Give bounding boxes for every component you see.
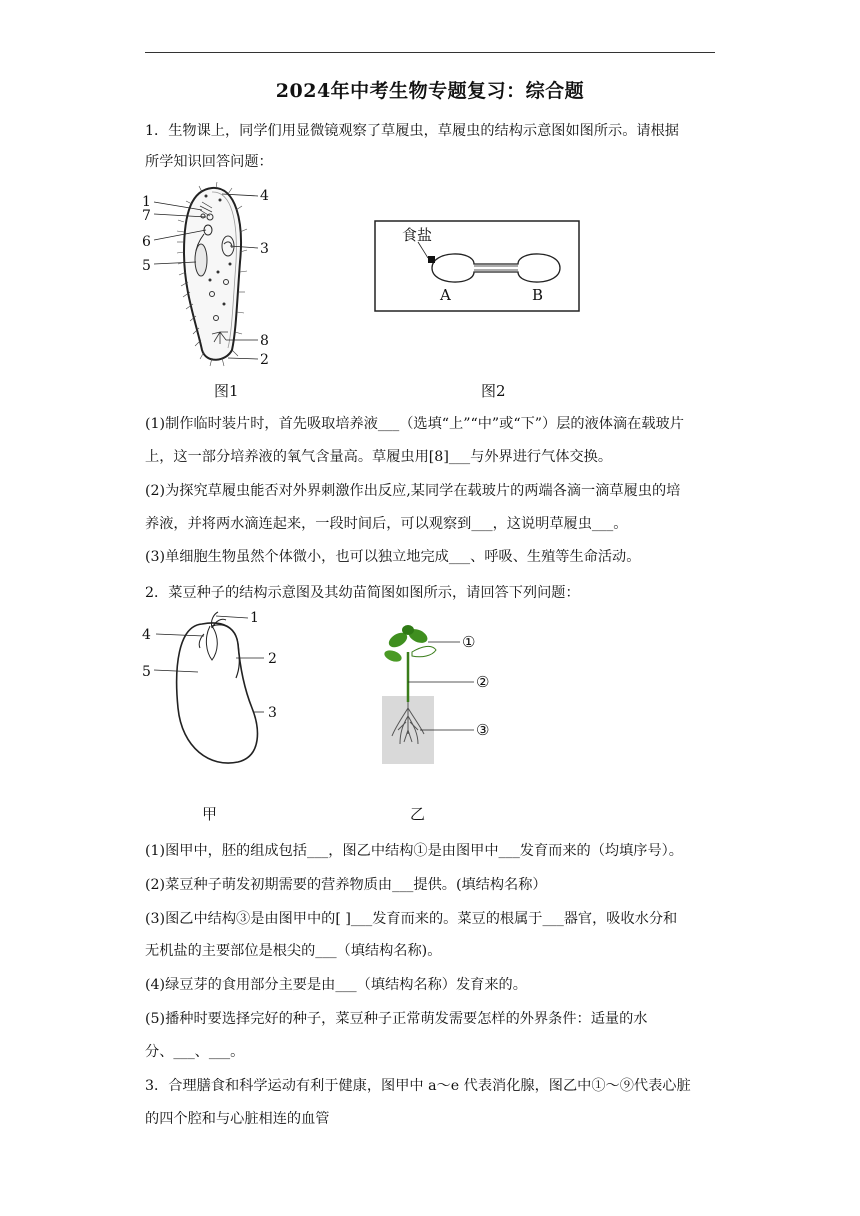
para-label-5: 5 [142,258,151,274]
figure-yi-caption: 乙 [410,805,426,823]
header-rule [145,52,715,53]
seed-label-4: 4 [142,627,151,643]
seedling-label-2: ② [476,673,490,691]
drop-a-label: A [440,286,451,304]
para-label-6: 6 [142,234,151,250]
seed-label-2: 2 [268,651,277,667]
q1-part3-line1: (3)单细胞生物虽然个体微小，也可以独立地完成___、呼吸、生殖等生命活动。 [145,549,641,565]
q2-part4: (4)绿豆芽的食用部分主要是由___（填结构名称）发育来的。 [145,977,527,993]
q1-part2-line1: (2)为探究草履虫能否对外界刺激作出反应,某同学在载玻片的两端各滴一滴草履虫的培 [145,483,681,499]
seed-label-5: 5 [142,664,151,680]
q1-part1-line1: (1)制作临时装片时，首先吸取培养液___（选填“上”“中”或“下”）层的液体滴在载玻片 [145,416,684,432]
salt-label: 食盐 [402,226,433,244]
salt-experiment-figure [374,220,580,312]
seedling-label-3: ③ [476,721,490,739]
q2-part1: (1)图甲中，胚的组成包括___，图乙中结构①是由图甲中___发育而来的（均填序号）。 [145,843,683,859]
figure-jia-caption: 甲 [202,805,218,823]
q2-intro: 2．菜豆种子的结构示意图及其幼苗简图如图所示，请回答下列问题： [145,585,580,601]
q1-intro-line2: 所学知识回答问题： [145,154,273,170]
q1-part2-line2: 养液，并将两水滴连起来，一段时间后，可以观察到___，这说明草履虫___。 [145,516,628,532]
q2-part2: (2)菜豆种子萌发初期需要的营养物质由___提供。(填结构名称） [145,877,547,893]
paramecium-body [177,182,247,366]
para-label-2: 2 [260,352,269,368]
drop-b-label: B [532,286,544,304]
seed-label-1: 1 [250,610,259,626]
q3-line2: 的四个腔和与心脏相连的血管 [145,1111,330,1127]
page-title: 2024年中考生物专题复习：综合题 [275,80,585,102]
q1-intro-line1: 1．生物课上，同学们用显微镜观察了草履虫，草履虫的结构示意图如图所示。请根据 [145,123,679,139]
q2-part5-line2: 分、___、___。 [145,1044,245,1060]
seedling-label-1: ① [462,633,476,651]
figure-2-caption: 图2 [481,382,506,400]
q1-part1-line2: 上，这一部分培养液的氧气含量高。草履虫用[8]___与外界进行气体交换。 [145,449,613,465]
para-label-1: 1 [142,194,151,210]
salt-crystal [428,256,435,263]
bean-seed-figure [140,608,290,778]
q2-part3-line1: (3)图乙中结构③是由图甲中的[ ]___发育而来的。菜豆的根属于___器官，吸收水分和 [145,911,678,927]
seedling-figure [378,622,498,767]
q2-part5-line1: (5)播种时要选择完好的种子，菜豆种子正常萌发需要怎样的外界条件：适量的水 [145,1011,648,1027]
para-label-3: 3 [260,241,269,257]
q2-part3-line2: 无机盐的主要部位是根尖的___（填结构名称)。 [145,943,442,959]
seed-label-3: 3 [268,705,277,721]
paramecium-figure [140,182,280,372]
q3-line1: 3．合理膳食和科学运动有利于健康，图甲中 a～e 代表消化腺，图乙中①～⑨代表心脏 [145,1078,691,1094]
figure-1-caption: 图1 [214,382,239,400]
para-label-4: 4 [260,188,269,204]
para-label-8: 8 [260,333,269,349]
para-label-7: 7 [142,208,151,224]
